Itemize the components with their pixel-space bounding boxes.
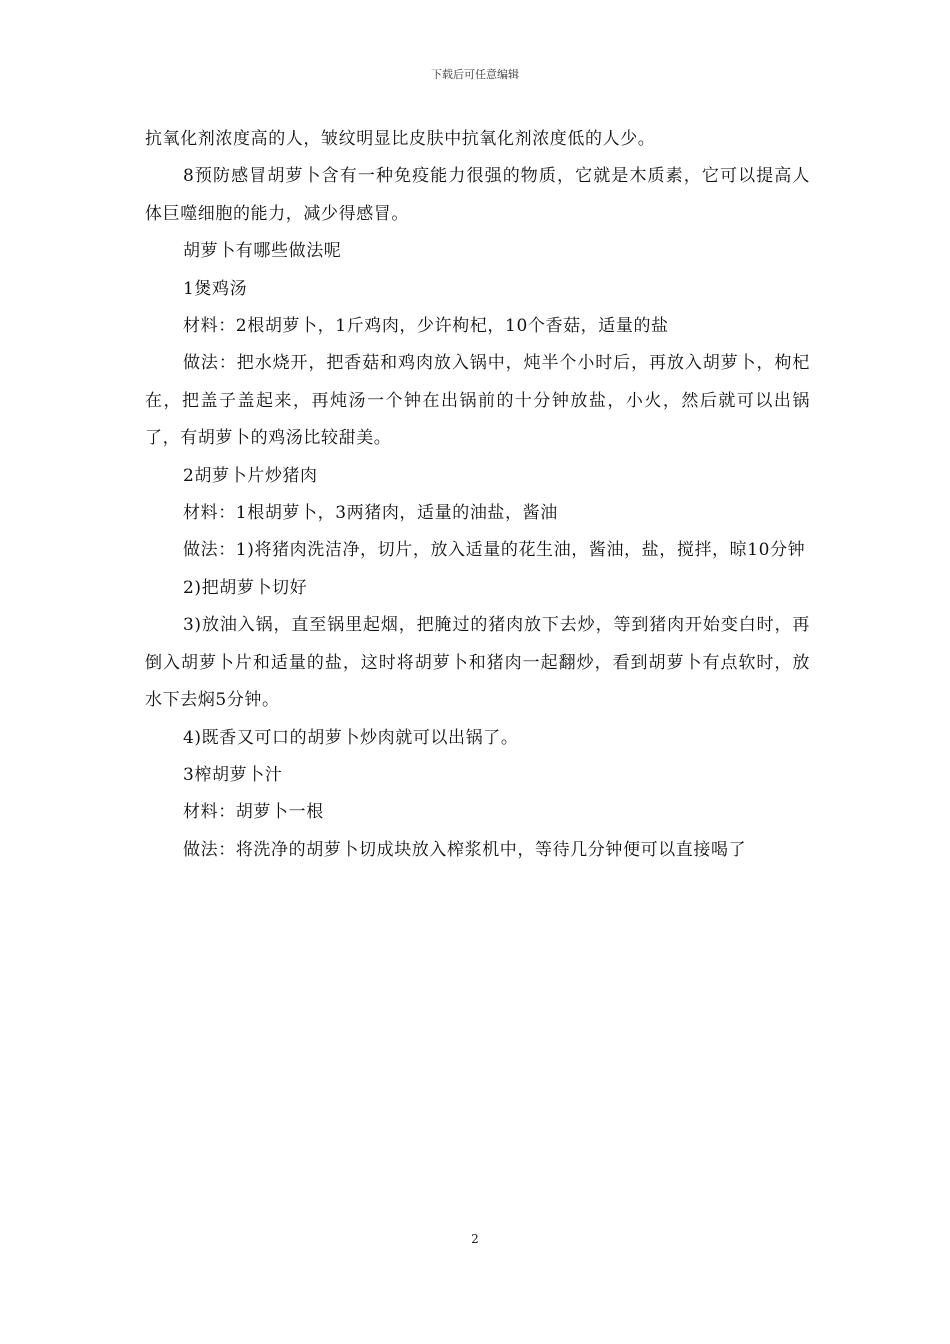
page-number: 2 — [471, 1232, 479, 1246]
paragraph-prevent-cold: 8预防感冒胡萝卜含有一种免疫能力很强的物质，它就是木质素，它可以提高人体巨噬细胞的能力，减少得感冒。 — [145, 166, 810, 224]
recipe-method-chicken-soup: 做法：把水烧开，把香菇和鸡肉放入锅中，炖半个小时后，再放入胡萝卜，枸杞在，把盖子盖起来，再炖汤一个钟在出锅前的十分钟放盐，小火，然后就可以出锅了，有胡萝卜的鸡汤比较甜美。 — [145, 353, 810, 449]
recipe-title-stir-fry-pork: 2胡萝卜片炒猪肉 — [183, 465, 318, 486]
recipe-ingredients-stir-fry-pork: 材料：1根胡萝卜，3两猪肉，适量的油盐，酱油 — [183, 503, 558, 524]
recipe-ingredients-carrot-juice: 材料：胡萝卜一根 — [183, 802, 324, 823]
section-heading-recipes: 胡萝卜有哪些做法呢 — [183, 241, 342, 262]
recipe-step-1-stir-fry-pork: 做法：1)将猪肉洗洁净，切片，放入适量的花生油，酱油，盐，搅拌，晾10分钟 — [183, 540, 806, 561]
recipe-title-carrot-juice: 3榨胡萝卜汁 — [183, 764, 283, 785]
recipe-step-4-stir-fry-pork: 4)既香又可口的胡萝卜炒肉就可以出锅了。 — [183, 727, 519, 748]
page-header: 下载后可任意编辑 — [431, 68, 519, 81]
recipe-method-carrot-juice: 做法：将洗净的胡萝卜切成块放入榨浆机中，等待几分钟便可以直接喝了 — [183, 839, 747, 860]
recipe-step-2-stir-fry-pork: 2)把胡萝卜切好 — [183, 577, 308, 598]
recipe-ingredients-chicken-soup: 材料：2根胡萝卜，1斤鸡肉，少许枸杞，10个香菇，适量的盐 — [183, 316, 669, 337]
recipe-title-chicken-soup: 1煲鸡汤 — [183, 278, 248, 299]
document-body — [145, 121, 810, 869]
paragraph-antioxidant-continued: 抗氧化剂浓度高的人，皱纹明显比皮肤中抗氧化剂浓度低的人少。 — [145, 129, 656, 149]
recipe-step-3-stir-fry-pork: 3)放油入锅，直至锅里起烟，把腌过的猪肉放下去炒，等到猪肉开始变白时，再倒入胡萝卜片和适量的盐，这时将胡萝卜和猪肉一起翻炒，看到胡萝卜有点软时，放水下去焖5分钟。 — [145, 615, 810, 711]
